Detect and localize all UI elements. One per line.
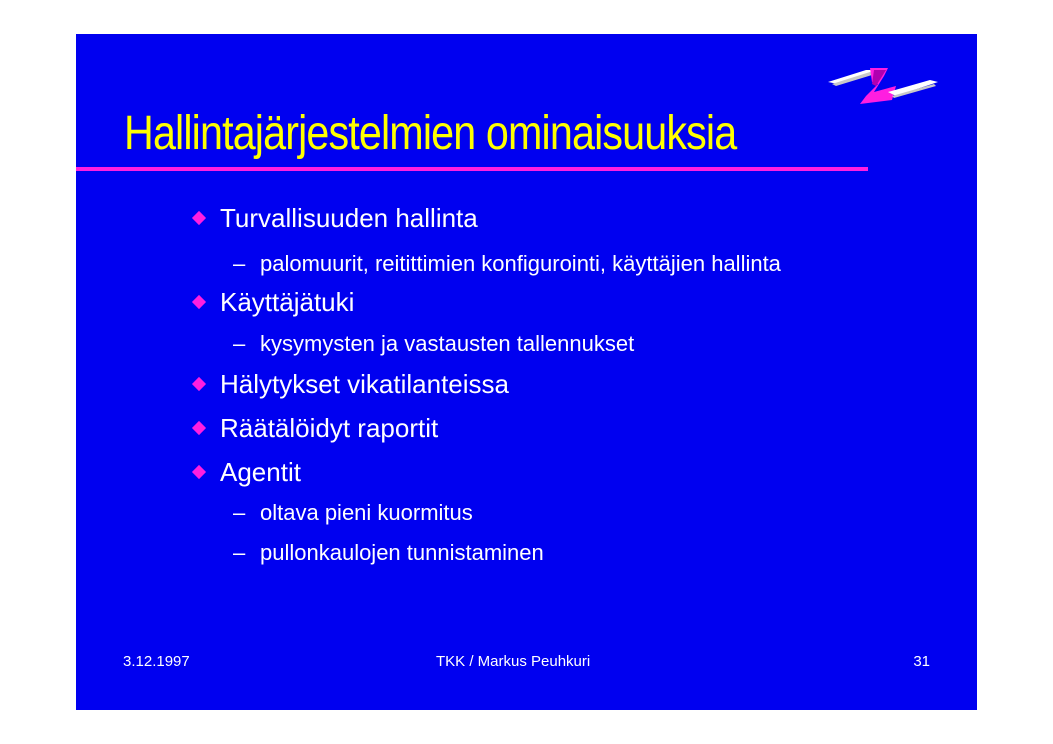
sub-bullet-text: palomuurit, reitittimien konfigurointi, käyttäjien hallinta	[260, 251, 781, 276]
bullet-item	[220, 456, 301, 488]
slide-title: Hallintajärjestelmien ominaisuuksia	[124, 107, 737, 160]
sub-bullet-item	[233, 330, 634, 358]
bullet-item	[220, 412, 438, 444]
bullet-item	[220, 202, 478, 234]
bullet-list	[76, 34, 977, 634]
footer-date: 3.12.1997	[123, 653, 190, 670]
footer-author: TKK / Markus Peuhkuri	[436, 653, 591, 670]
page-number: 31	[913, 653, 930, 670]
bullet-text: Agentit	[220, 457, 301, 487]
sub-bullet-item	[233, 539, 544, 567]
diamond-bullet-icon	[192, 421, 206, 435]
bullet-text: Käyttäjätuki	[220, 287, 355, 317]
diamond-bullet-icon	[192, 211, 206, 225]
dash-marker: –	[233, 540, 246, 565]
bullet-text: Hälytykset vikatilanteissa	[220, 369, 509, 399]
dash-marker: –	[233, 251, 246, 276]
diamond-bullet-icon	[192, 295, 206, 309]
bullet-text: Turvallisuuden hallinta	[220, 203, 478, 233]
sub-bullet-text: pullonkaulojen tunnistaminen	[260, 540, 544, 565]
diamond-bullet-icon	[192, 465, 206, 479]
bullet-item	[220, 286, 354, 318]
sub-bullet-item	[233, 250, 781, 278]
dash-marker: –	[233, 500, 246, 525]
sub-bullet-text: kysymysten ja vastausten tallennukset	[260, 331, 635, 356]
sub-bullet-text: oltava pieni kuormitus	[260, 500, 473, 525]
sub-bullet-item	[233, 499, 473, 527]
slide	[76, 34, 977, 710]
bullet-text: Räätälöidyt raportit	[220, 413, 439, 443]
diamond-bullet-icon	[192, 377, 206, 391]
dash-marker: –	[233, 331, 246, 356]
bullet-item	[220, 368, 509, 400]
